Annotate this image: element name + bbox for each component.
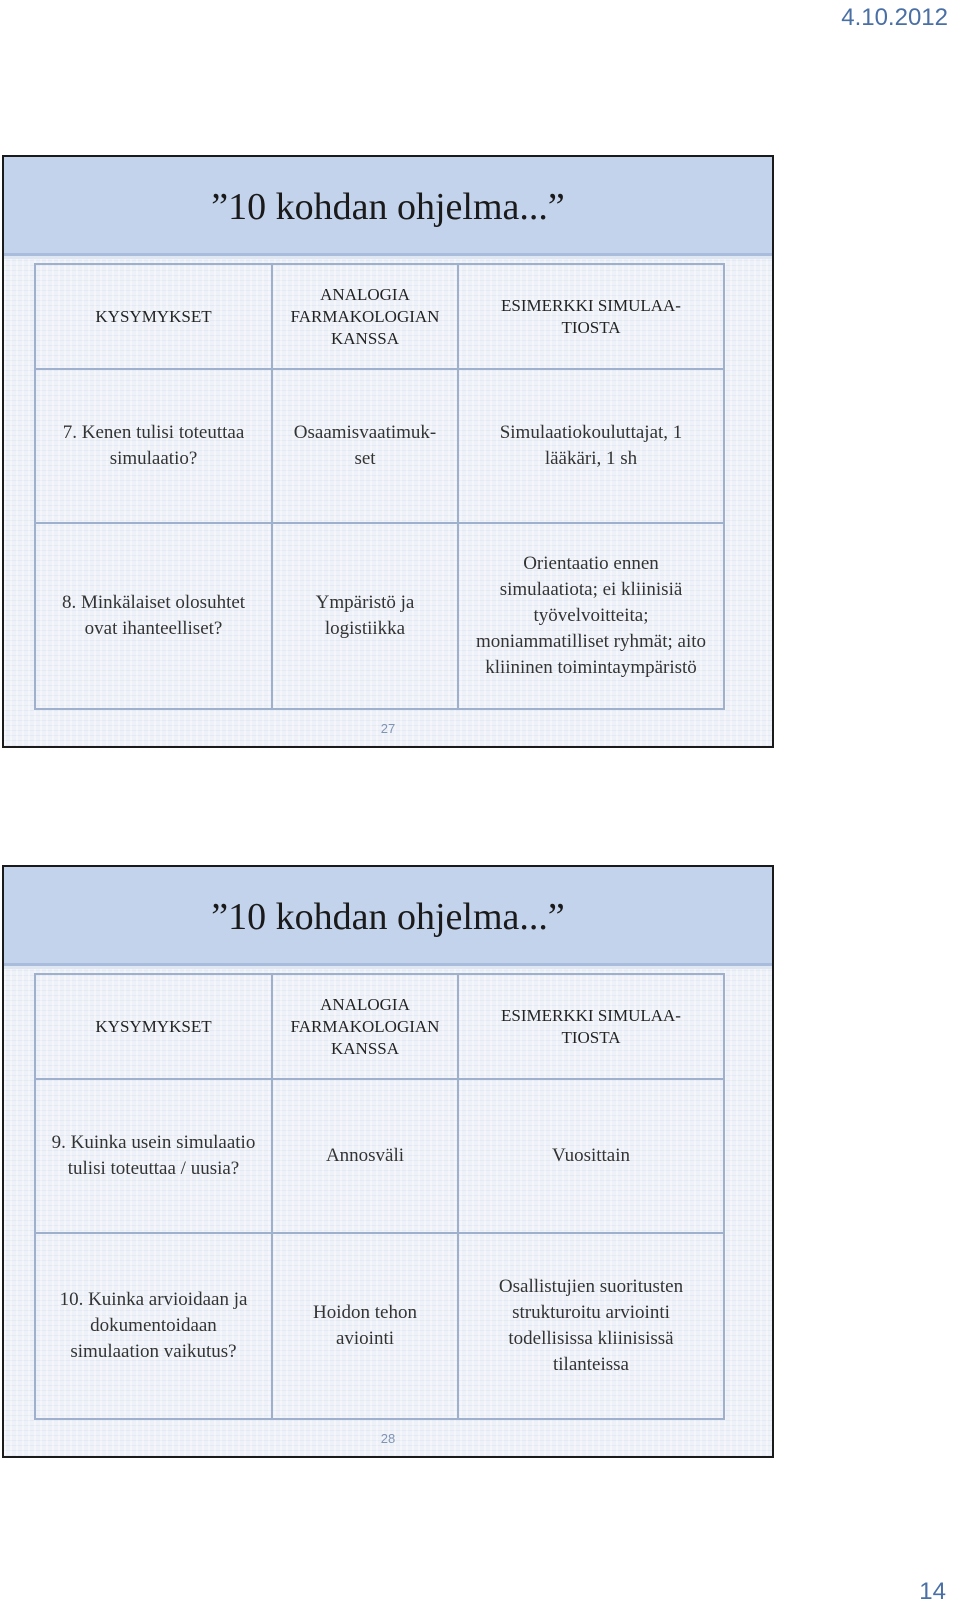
example-cell: Simulaatiokouluttajat, 1 lääkäri, 1 sh	[458, 369, 724, 523]
table-row	[35, 369, 724, 523]
question-cell: 10. Kuinka arvioidaan ja dokumentoidaan simulaation vaikutus?	[35, 1233, 272, 1419]
slide-title: ”10 kohdan ohjelma...”	[211, 186, 565, 228]
header-esimerkki: ESIMERKKI SIMULAA- TIOSTA	[458, 974, 724, 1079]
slide-header	[4, 157, 772, 256]
table-row	[35, 1233, 724, 1419]
slide-number: 28	[380, 1431, 396, 1446]
header-kysymykset: KYSYMYKSET	[35, 974, 272, 1079]
table-header-row	[35, 974, 724, 1079]
table-header-row	[35, 264, 724, 369]
example-cell: Orientaatio ennen simulaatiota; ei kliinisiä työvelvoitteita; moniammatilliset ryhmät; aito kliininen toimintaympäristö	[458, 523, 724, 709]
slide-28	[2, 865, 774, 1458]
analogy-cell: Ympäristö ja logistiikka	[272, 523, 458, 709]
slide-header	[4, 867, 772, 966]
example-cell: Vuosittain	[458, 1079, 724, 1233]
header-esimerkki: ESIMERKKI SIMULAA- TIOSTA	[458, 264, 724, 369]
question-cell: 9. Kuinka usein simulaatio tulisi toteuttaa / uusia?	[35, 1079, 272, 1233]
header-kysymykset: KYSYMYKSET	[35, 264, 272, 369]
slide-27	[2, 155, 774, 748]
analogy-cell: Hoidon tehon aviointi	[272, 1233, 458, 1419]
example-cell: Osallistujien suoritusten strukturoitu arviointi todellisissa kliinisissä tilanteissa	[458, 1233, 724, 1419]
header-analogia: ANALOGIA FARMAKOLOGIAN KANSSA	[272, 974, 458, 1079]
slide-table	[34, 263, 725, 710]
table-row	[35, 523, 724, 709]
question-cell: 8. Minkälaiset olosuhtet ovat ihanteelliset?	[35, 523, 272, 709]
page-number: 14	[919, 1578, 946, 1605]
slide-title: ”10 kohdan ohjelma...”	[211, 896, 565, 938]
analogy-cell: Annosväli	[272, 1079, 458, 1233]
slide-number: 27	[380, 721, 396, 736]
analogy-cell: Osaamisvaatimuk- set	[272, 369, 458, 523]
slide-table	[34, 973, 725, 1420]
header-analogia: ANALOGIA FARMAKOLOGIAN KANSSA	[272, 264, 458, 369]
question-cell: 7. Kenen tulisi toteuttaa simulaatio?	[35, 369, 272, 523]
page-date: 4.10.2012	[841, 4, 948, 31]
table-row	[35, 1079, 724, 1233]
